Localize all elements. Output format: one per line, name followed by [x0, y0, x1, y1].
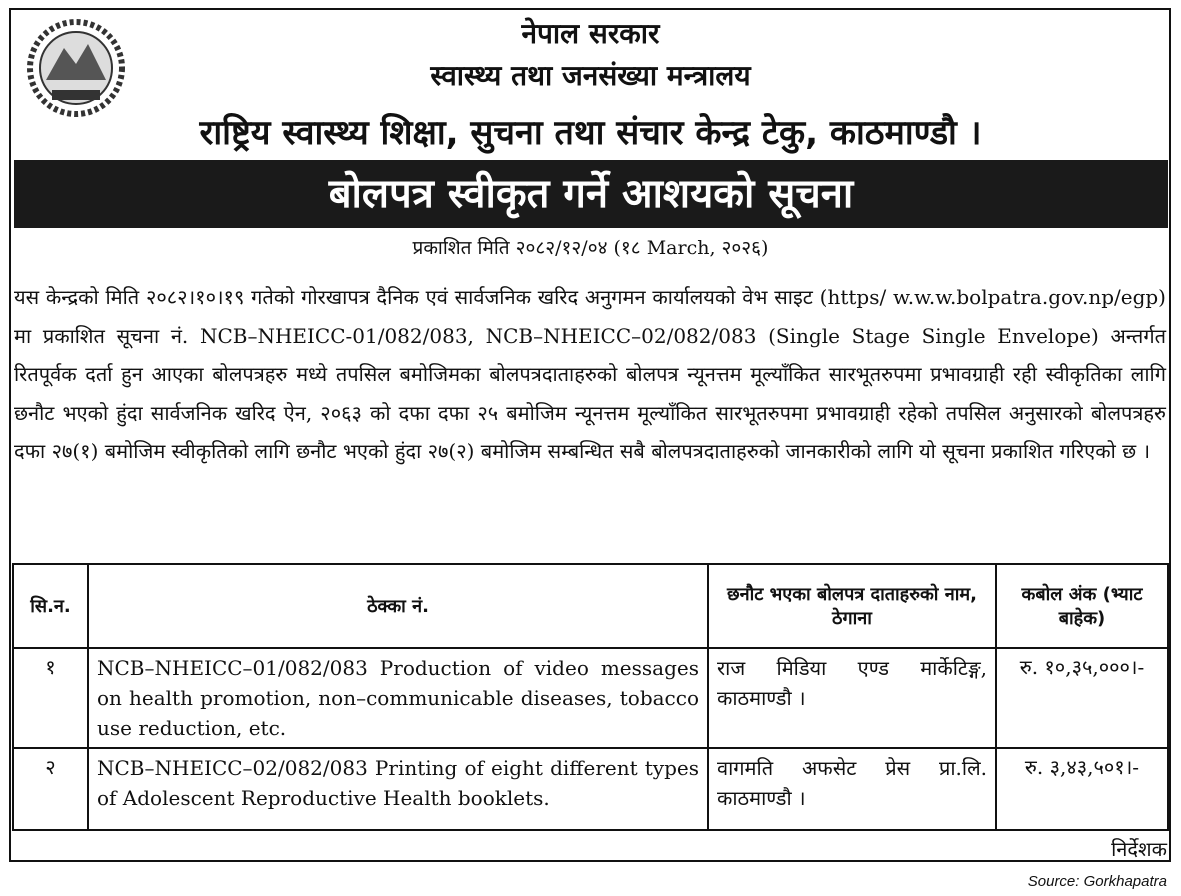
- cell-sn: १: [13, 648, 88, 748]
- cell-contract: NCB–NHEICC–02/082/083 Printing of eight different types of Adolescent Reproductive Health booklets.: [88, 748, 708, 830]
- header-contract: ठेक्का नं.: [88, 564, 708, 648]
- bid-table: [12, 563, 1169, 831]
- header-bidder: छनौट भएका बोलपत्र दाताहरुको नाम, ठेगाना: [708, 564, 996, 648]
- notice-body: यस केन्द्रको मिति २०८२।१०।१९ गतेको गोरखापत्र दैनिक एवं सार्वजनिक खरिद अनुगमन कार्यालयको वेभ साइट (https/ w.w.w.bolpatra.gov.np/egp) मा प्रकाशित सूचना नं. NCB–NHEICC-01/082/083, NCB–NHEICC–02/082/083 (Single Stage Single Envelope) अन्तर्गत रितपूर्वक दर्ता हुन आएका बोलपत्रहरु मध्ये तपसिल बमोजिमका बोलपत्रदाताहरुको बोलपत्र न्यूनत्तम मूल्यॉंकित सारभूतरुपमा प्रभावग्राही रही स्वीकृतिका लागि छनौट भएको हुंदा सार्वजनिक खरिद ऐन, २०६३ को दफा दफा २५ बमोजिम न्यूनत्तम मूल्यॉंकित सारभूतरुपमा प्रभावग्राही रहेको तपसिल अनुसारको बोलपत्रहरु दफा २७(१) बमोजिम स्वीकृतिको लागि छनौट भएको हुंदा २७(२) बमोजिम सम्बन्धित सबै बोलपत्रदाताहरुको जानकारीको लागि यो सूचना प्रकाशित गरिएको छ ।: [14, 285, 1166, 463]
- cell-bidder: राज मिडिया एण्ड मार्केटिङ्ग, काठमाण्डौ ।: [708, 648, 996, 748]
- cell-amount: रु. ३,४३,५०१।-: [996, 748, 1168, 830]
- source-credit: Source: Gorkhapatra: [1027, 873, 1167, 890]
- published-date: प्रकाशित मिति २०८२/१२/०४ (१८ March, २०२६): [412, 237, 769, 259]
- table-header-row: [13, 564, 1168, 648]
- table-row: [13, 648, 1168, 748]
- government-title: नेपाल सरकार: [521, 17, 660, 50]
- cell-sn: २: [13, 748, 88, 830]
- cell-contract: NCB–NHEICC–01/082/083 Production of video messages on health promotion, non–communicable diseases, tobacco use reduction, etc.: [88, 648, 708, 748]
- header-sn: सि.न.: [13, 564, 88, 648]
- signature-title: निर्देशक: [1111, 837, 1167, 861]
- notice-title: बोलपत्र स्वीकृत गर्ने आशयको सूचना: [14, 160, 1168, 228]
- cell-bidder: वागमति अफसेट प्रेस प्रा.लि. काठमाण्डौ ।: [708, 748, 996, 830]
- cell-amount: रु. १०,३५,०००।-: [996, 648, 1168, 748]
- ministry-title: स्वास्थ्य तथा जनसंख्या मन्त्रालय: [430, 59, 751, 92]
- header-amount: कबोल अंक (भ्याट बाहेक): [996, 564, 1168, 648]
- office-title: राष्ट्रिय स्वास्थ्य शिक्षा, सुचना तथा संचार केन्द्र टेकु, काठमाण्डौ ।: [199, 113, 982, 153]
- table-row: [13, 748, 1168, 830]
